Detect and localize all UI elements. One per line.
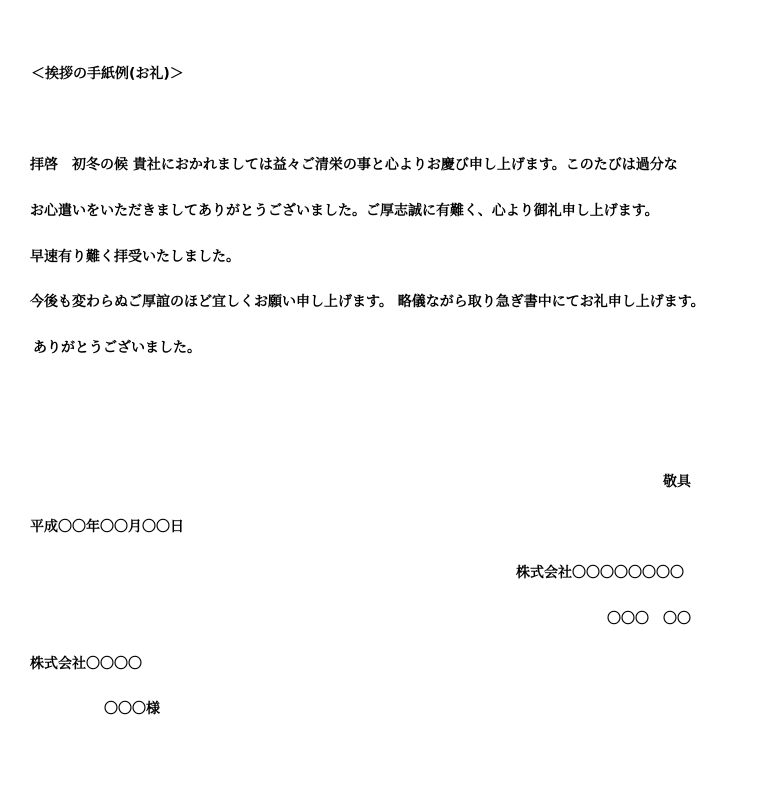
closing-phrase: 敬具	[663, 474, 691, 490]
body-line-5: ありがとうございました。	[33, 340, 201, 356]
letter-date: 平成〇〇年〇〇月〇〇日	[30, 519, 184, 535]
sender-name: 〇〇〇 〇〇	[607, 611, 691, 627]
recipient-name: 〇〇〇様	[104, 701, 160, 717]
sender-company: 株式会社〇〇〇〇〇〇〇〇	[516, 565, 684, 581]
recipient-company: 株式会社〇〇〇〇	[30, 656, 142, 672]
letter-title: ＜挨拶の手紙例(お礼)＞	[31, 66, 184, 82]
body-line-4: 今後も変わらぬご厚誼のほど宜しくお願い申し上げます。 略儀ながら取り急ぎ書中にてお礼申し上げます。	[30, 294, 705, 310]
body-line-3: 早速有り難く拝受いたしました。	[30, 249, 240, 265]
body-line-1: 拝啓 初冬の候 貴社におかれましては益々ご清栄の事と心よりお慶び申し上げます。このたびは過分な	[30, 157, 678, 173]
body-line-2: お心遣いをいただきましてありがとうございました。ご厚志誠に有難く、心より御礼申し上げます。	[30, 203, 659, 219]
